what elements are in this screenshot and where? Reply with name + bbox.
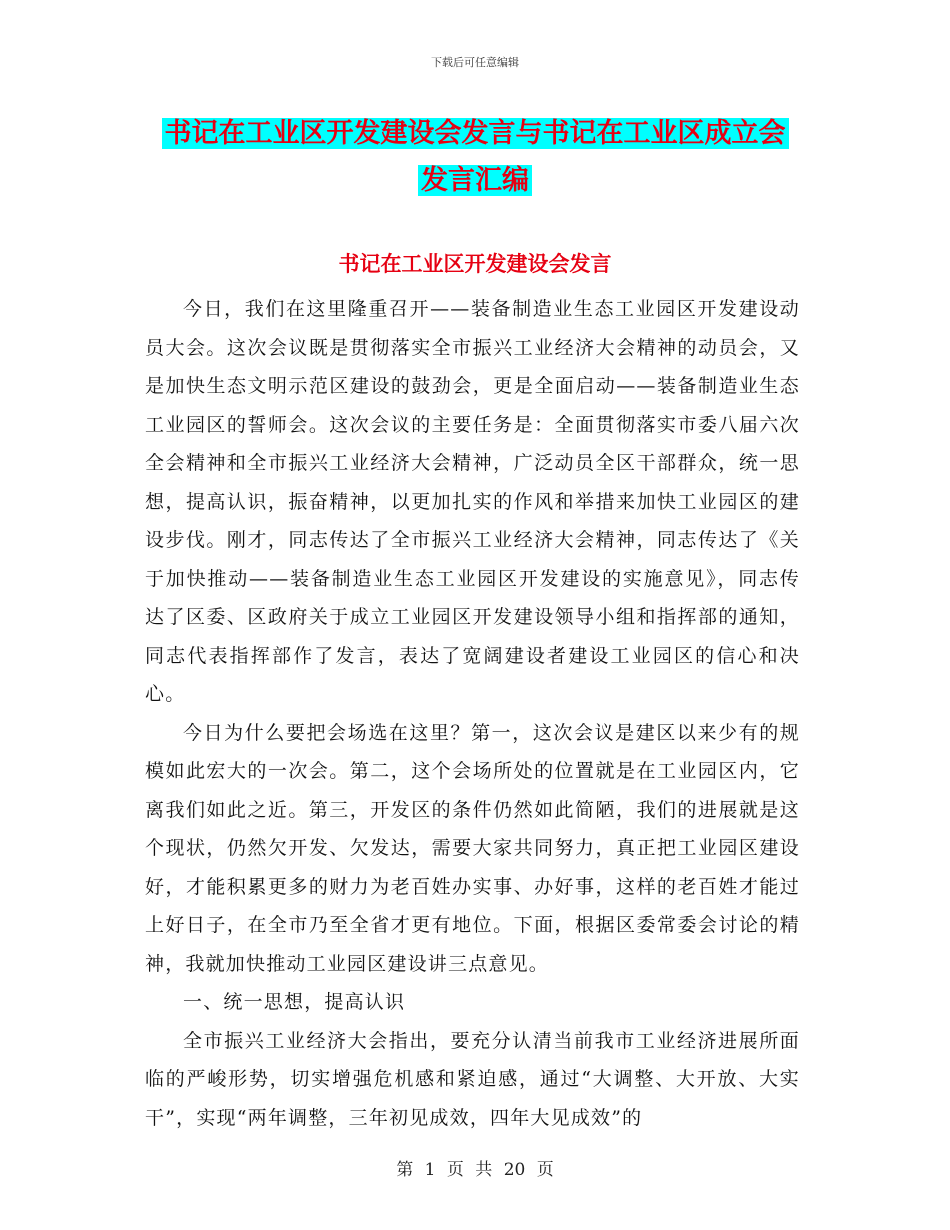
document-title bbox=[150, 110, 800, 204]
page-number-footer: 第 1 页 共 20 页 bbox=[396, 1160, 554, 1180]
document-title-line-2: 发言汇编 bbox=[418, 165, 532, 196]
header-note: 下载后可任意编辑 bbox=[431, 56, 519, 69]
paragraph: 今日为什么要把会场选在这里？第一，这次会议是建区以来少有的规模如此宏大的一次会。第二，这个会场所处的位置就是在工业园区内，它离我们如此之近。第三，开发区的条件仍然如此简陋，我们的进展就是这个现状，仍然欠开发、欠发达，需要大家共同努力，真正把工业园区建设好，才能积累更多的财力为老百姓办实事、办好事，这样的老百姓才能过上好日子，在全市乃至全省才更有地位。下面，根据区委常委会讨论的精神，我就加快推动工业园区建设讲三点意见。 bbox=[145, 721, 800, 975]
document-title-line-1: 书记在工业区开发建设会发言与书记在工业区成立会 bbox=[162, 118, 789, 149]
paragraph: 全市振兴工业经济大会指出，要充分认清当前我市工业经济进展所面临的严峻形势，切实增强危机感和紧迫感，通过“大调整、大开放、大实干”，实现“两年调整，三年初见成效，四年大见成效”的 bbox=[145, 1029, 800, 1129]
section-title: 书记在工业区开发建设会发言 bbox=[338, 252, 612, 276]
body-text bbox=[145, 290, 800, 1137]
paragraph: 一、统一思想，提高认识 bbox=[183, 991, 406, 1013]
paragraph: 今日，我们在这里隆重召开——装备制造业生态工业园区开发建设动员大会。这次会议既是贯彻落实全市振兴工业经济大会精神的动员会，又是加快生态文明示范区建设的鼓劲会，更是全面启动——装备制造业生态工业园区的誓师会。这次会议的主要任务是：全面贯彻落实市委八届六次全会精神和全市振兴工业经济大会精神，广泛动员全区干部群众，统一思想，提高认识，振奋精神，以更加扎实的作风和举措来加快工业园区的建设步伐。刚才，同志传达了全市振兴工业经济大会精神，同志传达了《关于加快推动——装备制造业生态工业园区开发建设的实施意见》，同志传达了区委、区政府关于成立工业园区开发建设领导小组和指挥部的通知，同志代表指挥部作了发言，表达了宽阔建设者建设工业园区的信心和决心。 bbox=[145, 298, 800, 705]
